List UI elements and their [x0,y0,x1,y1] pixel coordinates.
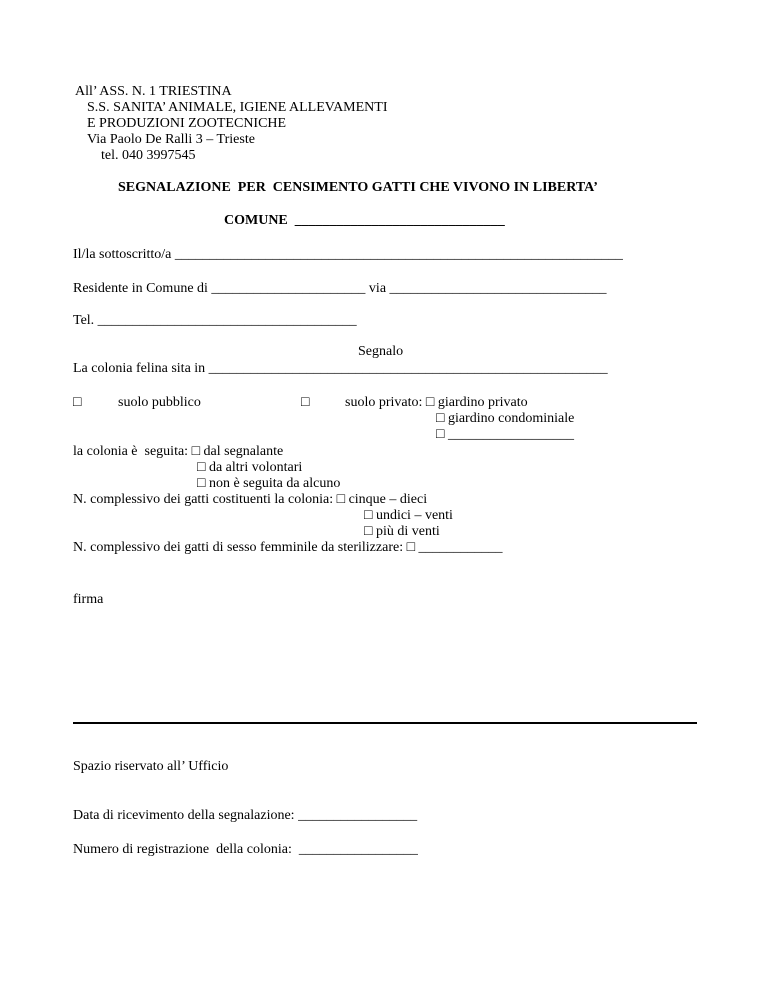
comune-field: COMUNE ______________________________ [224,213,505,228]
seguita-line-2: □ da altri volontari [197,460,303,475]
segnalo-label: Segnalo [358,344,404,359]
altro-option: □ __________________ [436,427,574,442]
header-line-1: All’ ASS. N. 1 TRIESTINA [75,84,232,99]
femmine-field: N. complessivo dei gatti di sesso femminile da sterilizzare: □ ____________ [73,540,503,555]
document-title: SEGNALAZIONE PER CENSIMENTO GATTI CHE VIVONO IN LIBERTA’ [118,180,598,195]
seguita-line-3: □ non è seguita da alcuno [197,476,341,491]
header-line-3: E PRODUZIONI ZOOTECNICHE [87,116,287,131]
data-ricevimento-field: Data di ricevimento della segnalazione: _________________ [73,808,418,823]
numero-gatti-line-1: N. complessivo dei gatti costituenti la colonia: □ cinque – dieci [73,492,428,507]
header-line-5: tel. 040 3997545 [101,148,196,163]
suolo-privato-option: suolo privato: □ giardino privato [345,395,528,410]
seguita-line-1: la colonia è seguita: □ dal segnalante [73,444,284,459]
residente-field: Residente in Comune di ______________________ via _______________________________ [73,281,607,296]
ufficio-title: Spazio riservato all’ Ufficio [73,759,229,774]
colonia-sita-field: La colonia felina sita in _________________________________________________________ [73,361,608,376]
sottoscritto-field: Il/la sottoscritto/a ________________________________________________________________ [73,247,623,262]
firma-label: firma [73,592,104,607]
numero-registrazione-field: Numero di registrazione della colonia: _________________ [73,842,418,857]
divider-line [73,722,697,724]
checkbox-suolo-pubblico: □ [73,395,82,410]
numero-gatti-line-3: □ più di venti [364,524,440,539]
header-line-2: S.S. SANITA’ ANIMALE, IGIENE ALLEVAMENTI [87,100,388,115]
checkbox-suolo-privato: □ [301,395,310,410]
giardino-condominiale-option: □ giardino condominiale [436,411,575,426]
suolo-pubblico-label: suolo pubblico [118,395,201,410]
numero-gatti-line-2: □ undici – venti [364,508,453,523]
tel-field: Tel. _____________________________________ [73,313,357,328]
header-line-4: Via Paolo De Ralli 3 – Trieste [87,132,255,147]
